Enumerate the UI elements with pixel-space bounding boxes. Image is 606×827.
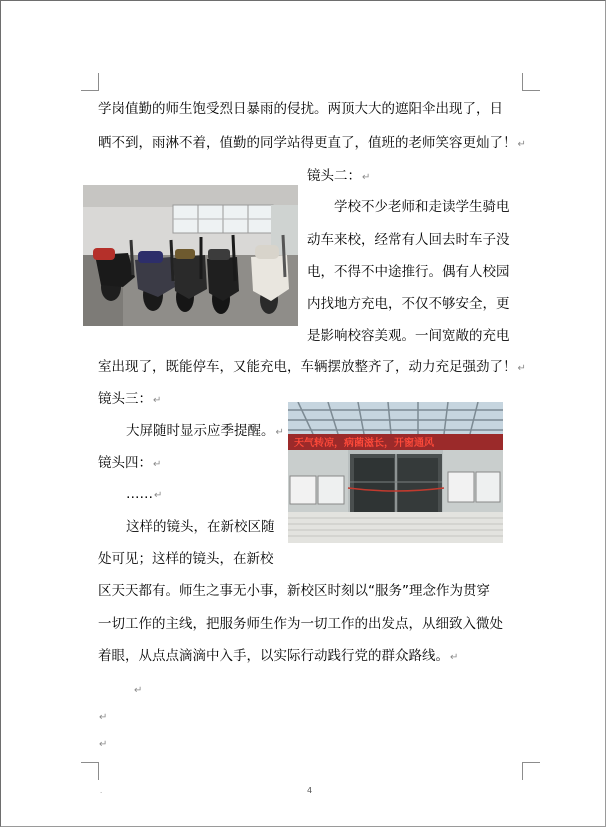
margin-corner-top-left	[81, 73, 99, 91]
ellipsis-line: ……↵	[126, 486, 163, 502]
led-sign-text: 天气转凉，病菌滋长，开窗通风	[294, 438, 434, 449]
body-text-line: 处可见；这样的镜头，在新校	[98, 551, 274, 567]
body-text-line: 一切工作的主线，把服务师生作为一切工作的出发点，从细致入微处	[98, 616, 503, 632]
body-text-line: 动车来校，经常有人回去时车子没	[307, 232, 510, 248]
empty-paragraph-mark: ↵	[99, 739, 108, 750]
body-text-line: 区天天都有。师生之事无小事，新校区时刻以“服务”理念作为贯穿	[98, 583, 490, 599]
body-text-line: 内找地方充电，不仅不够安全，更	[307, 296, 510, 312]
section-heading: 镜头三：↵	[98, 391, 162, 407]
body-text-line: 是影响校容美观。一间宽敞的充电	[307, 328, 510, 344]
body-text-line: 室出现了，既能停车，又能充电，车辆摆放整齐了，动力充足强劲了！↵	[98, 359, 526, 375]
body-text-line: 着眼，从点点滴滴中入手，以实际行动践行党的群众路线。↵	[98, 648, 459, 664]
body-text-line: 大屏随时显示应季提醒。↵	[126, 423, 284, 439]
empty-paragraph-mark: ↵	[134, 685, 143, 696]
body-text-line: 这样的镜头，在新校区随	[126, 519, 275, 535]
section-mark: ·	[100, 789, 103, 797]
body-text-line: 电，不得不中途推行。偶有人校园	[307, 264, 510, 280]
margin-corner-top-right	[522, 73, 540, 91]
body-text-line: 晒不到，雨淋不着，值勤的同学站得更直了，值班的老师笑容更灿了！↵	[98, 135, 526, 151]
margin-corner-bottom-left	[81, 762, 99, 780]
building-entrance-photo	[288, 402, 503, 543]
body-text-line: 学校不少老师和走读学生骑电	[334, 199, 510, 215]
margin-corner-bottom-right	[522, 762, 540, 780]
section-heading: 镜头四：↵	[98, 455, 162, 471]
body-text-line: 学岗值勤的师生饱受烈日暴雨的侵扰。两顶大大的遮阳伞出现了，日	[98, 101, 503, 117]
empty-paragraph-mark: ↵	[99, 712, 108, 723]
section-heading: 镜头二：↵	[307, 168, 371, 184]
page-number: 4	[307, 786, 313, 795]
scooter-charging-room-photo	[83, 185, 298, 326]
